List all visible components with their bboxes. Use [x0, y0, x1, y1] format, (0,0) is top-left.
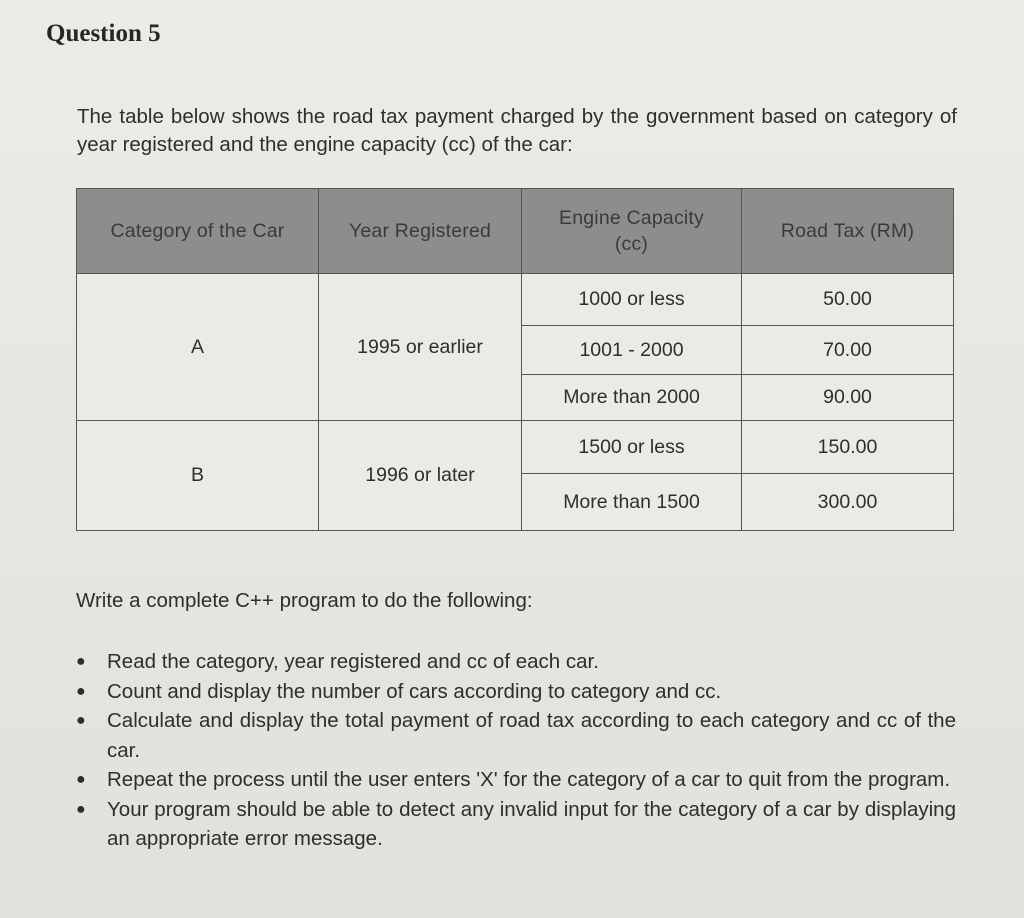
tax-cell: 150.00 — [742, 421, 954, 474]
list-item — [76, 795, 956, 854]
bullet-icon: ● — [76, 653, 86, 670]
road-tax-table — [76, 188, 954, 531]
tax-cell: 50.00 — [742, 274, 954, 326]
list-item — [76, 677, 956, 707]
list-item — [76, 647, 956, 677]
intro-text: The table below shows the road tax payment charged by the government based on category of year registered and the engine capacity (cc) of the car: — [77, 105, 957, 156]
header-category: Category of the Car — [77, 189, 319, 274]
tax-cell: 90.00 — [742, 375, 954, 421]
task-text: Repeat the process until the user enters 'X' for the category of a car to quit from the program. — [107, 768, 951, 791]
year-cell: 1996 or later — [319, 421, 522, 531]
header-engine-capacity: Engine Capacity (cc) — [522, 189, 742, 274]
task-prompt: Write a complete C++ program to do the following: — [76, 589, 533, 612]
bullet-icon: ● — [76, 712, 86, 729]
task-text: Count and display the number of cars according to category and cc. — [107, 679, 722, 703]
capacity-cell: 1000 or less — [522, 274, 742, 326]
tax-cell: 70.00 — [742, 326, 954, 375]
capacity-cell: 1001 - 2000 — [522, 326, 742, 375]
tax-cell: 300.00 — [742, 474, 954, 531]
task-text: Calculate and display the total payment of road tax according to each category and cc of the car. — [107, 709, 956, 762]
category-cell: B — [77, 421, 319, 531]
list-item — [76, 706, 956, 765]
category-cell: A — [77, 274, 319, 421]
table-header-row — [77, 189, 954, 274]
capacity-cell: 1500 or less — [522, 421, 742, 474]
capacity-cell: More than 1500 — [522, 474, 742, 531]
task-list — [76, 647, 956, 854]
table-row — [77, 421, 954, 474]
bullet-icon: ● — [76, 800, 86, 818]
task-text: Your program should be able to detect any invalid input for the category of a car by displaying an appropriate error message. — [107, 797, 956, 850]
list-item — [76, 765, 956, 795]
bullet-icon: ● — [76, 682, 86, 700]
header-road-tax: Road Tax (RM) — [742, 189, 954, 274]
question-title: Question 5 — [46, 20, 161, 47]
header-year-registered: Year Registered — [319, 189, 522, 274]
table-row — [77, 274, 954, 326]
task-text: Read the category, year registered and cc of each car. — [107, 650, 599, 673]
bullet-icon: ● — [76, 771, 86, 788]
capacity-cell: More than 2000 — [522, 375, 742, 421]
year-cell: 1995 or earlier — [319, 274, 522, 421]
